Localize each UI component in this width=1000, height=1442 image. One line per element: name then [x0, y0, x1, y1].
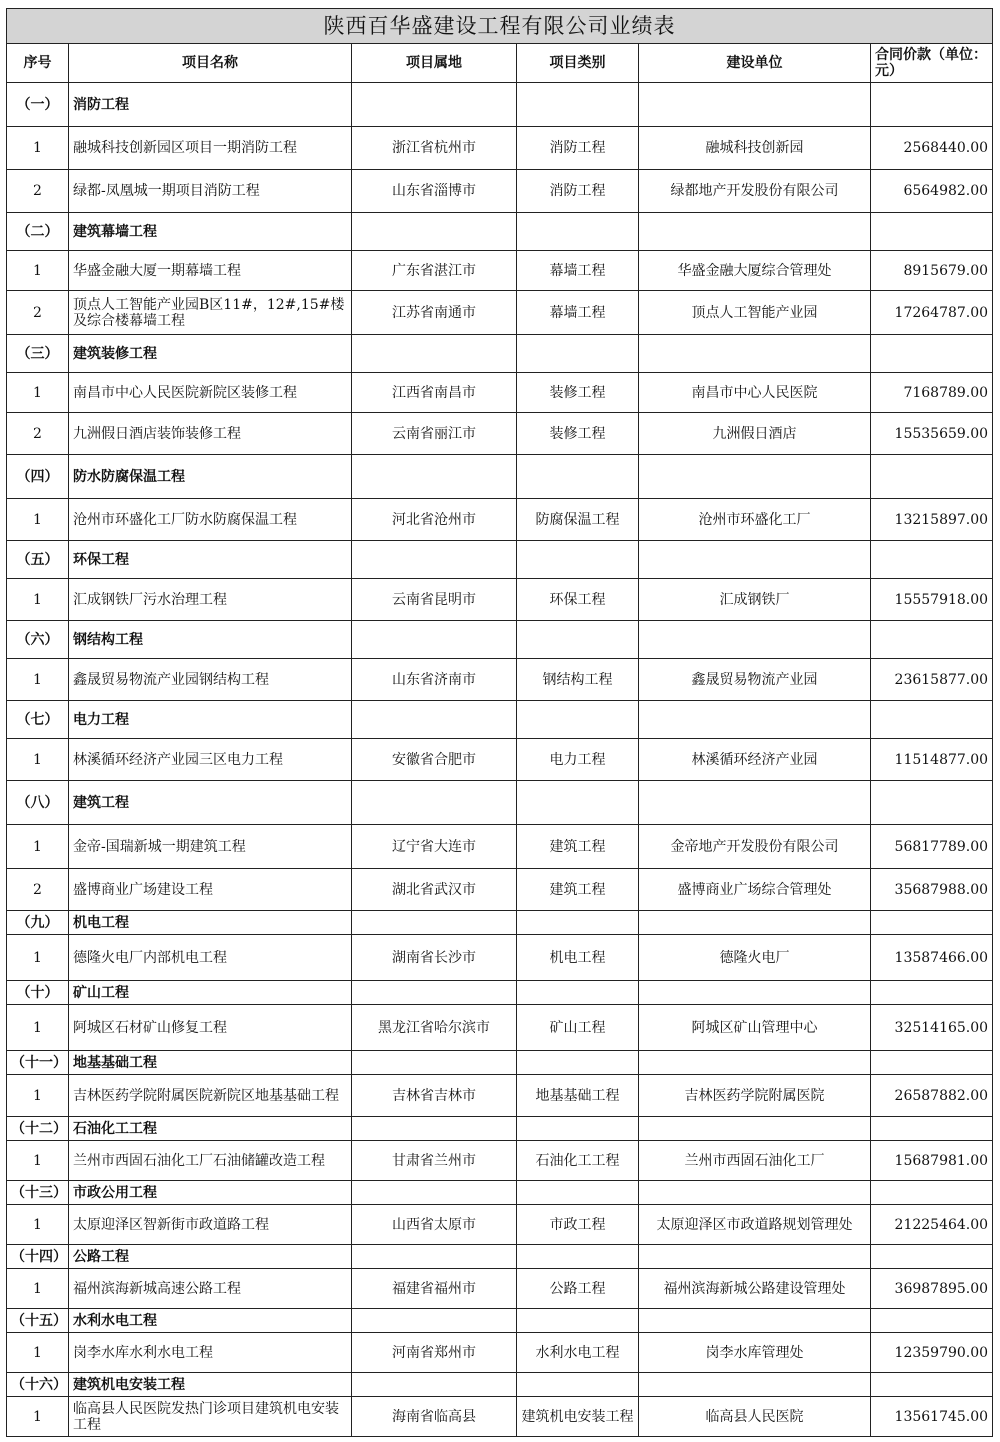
cell-project: 太原迎泽区智新街市政道路工程: [69, 1205, 352, 1245]
cell-no: 2: [7, 869, 69, 911]
cell-owner: 岗李水库管理处: [639, 1333, 871, 1373]
empty-cell: [517, 1051, 639, 1075]
cell-category: 装修工程: [517, 413, 639, 455]
empty-cell: [639, 213, 871, 251]
cell-project: 九洲假日酒店装饰装修工程: [69, 413, 352, 455]
cell-amount: 36987895.00: [871, 1269, 993, 1309]
cell-location: 吉林省吉林市: [352, 1075, 517, 1117]
cell-owner: 鑫晟贸易物流产业园: [639, 659, 871, 701]
empty-cell: [517, 1245, 639, 1269]
cell-owner: 金帝地产开发股份有限公司: [639, 825, 871, 869]
cell-amount: 26587882.00: [871, 1075, 993, 1117]
cell-category: 机电工程: [517, 935, 639, 981]
empty-cell: [871, 781, 993, 825]
cell-owner: 九洲假日酒店: [639, 413, 871, 455]
table-row: [7, 413, 993, 455]
cell-owner: 兰州市西固石油化工厂: [639, 1141, 871, 1181]
cell-project: 金帝-国瑞新城一期建筑工程: [69, 825, 352, 869]
empty-cell: [517, 701, 639, 739]
cell-no: 1: [7, 1075, 69, 1117]
section-label: （十二）: [7, 1117, 69, 1141]
cell-location: 辽宁省大连市: [352, 825, 517, 869]
table-row: [7, 170, 993, 213]
table-body: [7, 83, 993, 1437]
cell-no: 1: [7, 1141, 69, 1181]
section-row: [7, 1117, 993, 1141]
section-row: [7, 1245, 993, 1269]
empty-cell: [352, 781, 517, 825]
cell-no: 1: [7, 1333, 69, 1373]
empty-cell: [517, 1117, 639, 1141]
empty-cell: [352, 1309, 517, 1333]
cell-project: 岗李水库水利水电工程: [69, 1333, 352, 1373]
cell-category: 钢结构工程: [517, 659, 639, 701]
table-row: [7, 127, 993, 170]
section-name: 消防工程: [69, 83, 352, 127]
section-name: 矿山工程: [69, 981, 352, 1005]
empty-cell: [517, 541, 639, 579]
empty-cell: [517, 83, 639, 127]
section-name: 水利水电工程: [69, 1309, 352, 1333]
empty-cell: [352, 541, 517, 579]
empty-cell: [639, 781, 871, 825]
section-label: （十）: [7, 981, 69, 1005]
column-header-amount: 合同价款（单位：元）: [871, 44, 993, 83]
empty-cell: [517, 455, 639, 499]
section-name: 防水防腐保温工程: [69, 455, 352, 499]
cell-no: 1: [7, 1205, 69, 1245]
column-header-category: 项目类别: [517, 44, 639, 83]
cell-owner: 阿城区矿山管理中心: [639, 1005, 871, 1051]
empty-cell: [639, 911, 871, 935]
section-row: [7, 541, 993, 579]
cell-amount: 8915679.00: [871, 251, 993, 291]
cell-location: 安徽省合肥市: [352, 739, 517, 781]
empty-cell: [352, 981, 517, 1005]
section-row: [7, 1373, 993, 1397]
empty-cell: [639, 335, 871, 373]
cell-location: 福建省福州市: [352, 1269, 517, 1309]
table-row: [7, 935, 993, 981]
cell-owner: 福州滨海新城公路建设管理处: [639, 1269, 871, 1309]
section-label: （一）: [7, 83, 69, 127]
cell-project: 临高县人民医院发热门诊项目建筑机电安装工程: [69, 1397, 352, 1437]
section-name: 地基基础工程: [69, 1051, 352, 1075]
empty-cell: [639, 1051, 871, 1075]
empty-cell: [517, 981, 639, 1005]
section-row: [7, 701, 993, 739]
empty-cell: [871, 335, 993, 373]
table-row: [7, 1397, 993, 1437]
cell-owner: 沧州市环盛化工厂: [639, 499, 871, 541]
cell-location: 山东省济南市: [352, 659, 517, 701]
table-row: [7, 825, 993, 869]
table-row: [7, 659, 993, 701]
empty-cell: [517, 213, 639, 251]
cell-location: 湖南省长沙市: [352, 935, 517, 981]
section-label: （二）: [7, 213, 69, 251]
cell-owner: 绿都地产开发股份有限公司: [639, 170, 871, 213]
section-name: 电力工程: [69, 701, 352, 739]
empty-cell: [639, 455, 871, 499]
cell-project: 华盛金融大厦一期幕墙工程: [69, 251, 352, 291]
empty-cell: [639, 1309, 871, 1333]
section-label: （十五）: [7, 1309, 69, 1333]
cell-no: 1: [7, 825, 69, 869]
cell-project: 汇成钢铁厂污水治理工程: [69, 579, 352, 621]
cell-amount: 15557918.00: [871, 579, 993, 621]
cell-location: 海南省临高县: [352, 1397, 517, 1437]
cell-location: 河北省沧州市: [352, 499, 517, 541]
cell-project: 顶点人工智能产业园B区11#，12#,15#楼及综合楼幕墙工程: [69, 291, 352, 335]
section-label: （八）: [7, 781, 69, 825]
cell-category: 建筑工程: [517, 869, 639, 911]
empty-cell: [517, 1309, 639, 1333]
section-label: （四）: [7, 455, 69, 499]
section-row: [7, 83, 993, 127]
empty-cell: [352, 1373, 517, 1397]
cell-amount: 21225464.00: [871, 1205, 993, 1245]
cell-project: 南昌市中心人民医院新院区装修工程: [69, 373, 352, 413]
section-row: [7, 781, 993, 825]
cell-amount: 15535659.00: [871, 413, 993, 455]
cell-owner: 太原迎泽区市政道路规划管理处: [639, 1205, 871, 1245]
section-label: （九）: [7, 911, 69, 935]
section-row: [7, 213, 993, 251]
cell-location: 云南省昆明市: [352, 579, 517, 621]
cell-category: 消防工程: [517, 127, 639, 170]
cell-project: 德隆火电厂内部机电工程: [69, 935, 352, 981]
empty-cell: [352, 1051, 517, 1075]
section-row: [7, 911, 993, 935]
empty-cell: [871, 1245, 993, 1269]
cell-location: 甘肃省兰州市: [352, 1141, 517, 1181]
cell-project: 沧州市环盛化工厂防水防腐保温工程: [69, 499, 352, 541]
column-header-no: 序号: [7, 44, 69, 83]
cell-category: 防腐保温工程: [517, 499, 639, 541]
column-header-owner: 建设单位: [639, 44, 871, 83]
cell-no: 1: [7, 1269, 69, 1309]
section-name: 公路工程: [69, 1245, 352, 1269]
header-row: [7, 44, 993, 83]
empty-cell: [871, 213, 993, 251]
cell-no: 1: [7, 739, 69, 781]
cell-project: 鑫晟贸易物流产业园钢结构工程: [69, 659, 352, 701]
empty-cell: [871, 621, 993, 659]
empty-cell: [352, 213, 517, 251]
cell-no: 1: [7, 499, 69, 541]
cell-location: 湖北省武汉市: [352, 869, 517, 911]
cell-owner: 华盛金融大厦综合管理处: [639, 251, 871, 291]
cell-owner: 吉林医药学院附属医院: [639, 1075, 871, 1117]
title-row: [7, 9, 993, 44]
section-name: 建筑机电安装工程: [69, 1373, 352, 1397]
section-row: [7, 621, 993, 659]
cell-amount: 12359790.00: [871, 1333, 993, 1373]
empty-cell: [639, 541, 871, 579]
cell-project: 兰州市西固石油化工厂石油储罐改造工程: [69, 1141, 352, 1181]
section-name: 建筑工程: [69, 781, 352, 825]
section-name: 建筑装修工程: [69, 335, 352, 373]
cell-owner: 融城科技创新园: [639, 127, 871, 170]
cell-project: 阿城区石材矿山修复工程: [69, 1005, 352, 1051]
cell-location: 山西省太原市: [352, 1205, 517, 1245]
empty-cell: [639, 1245, 871, 1269]
empty-cell: [871, 1373, 993, 1397]
cell-amount: 13215897.00: [871, 499, 993, 541]
empty-cell: [517, 621, 639, 659]
cell-amount: 56817789.00: [871, 825, 993, 869]
section-row: [7, 981, 993, 1005]
table-row: [7, 499, 993, 541]
cell-amount: 13561745.00: [871, 1397, 993, 1437]
cell-amount: 7168789.00: [871, 373, 993, 413]
cell-category: 矿山工程: [517, 1005, 639, 1051]
empty-cell: [871, 83, 993, 127]
empty-cell: [871, 541, 993, 579]
cell-no: 1: [7, 373, 69, 413]
cell-location: 江苏省南通市: [352, 291, 517, 335]
cell-category: 建筑工程: [517, 825, 639, 869]
cell-amount: 23615877.00: [871, 659, 993, 701]
cell-amount: 13587466.00: [871, 935, 993, 981]
cell-location: 河南省郑州市: [352, 1333, 517, 1373]
cell-location: 黑龙江省哈尔滨市: [352, 1005, 517, 1051]
cell-no: 1: [7, 127, 69, 170]
cell-owner: 顶点人工智能产业园: [639, 291, 871, 335]
empty-cell: [871, 701, 993, 739]
section-row: [7, 1309, 993, 1333]
empty-cell: [517, 1181, 639, 1205]
cell-location: 浙江省杭州市: [352, 127, 517, 170]
empty-cell: [639, 1373, 871, 1397]
page-title: 陕西百华盛建设工程有限公司业绩表: [7, 9, 993, 44]
empty-cell: [352, 1117, 517, 1141]
cell-project: 盛博商业广场建设工程: [69, 869, 352, 911]
empty-cell: [871, 1181, 993, 1205]
column-header-project: 项目名称: [69, 44, 352, 83]
cell-location: 江西省南昌市: [352, 373, 517, 413]
cell-no: 1: [7, 935, 69, 981]
cell-location: 广东省湛江市: [352, 251, 517, 291]
empty-cell: [352, 83, 517, 127]
empty-cell: [352, 621, 517, 659]
table-row: [7, 291, 993, 335]
cell-no: 2: [7, 291, 69, 335]
table-row: [7, 1141, 993, 1181]
section-name: 建筑幕墙工程: [69, 213, 352, 251]
empty-cell: [639, 1117, 871, 1141]
cell-category: 市政工程: [517, 1205, 639, 1245]
cell-owner: 汇成钢铁厂: [639, 579, 871, 621]
cell-amount: 15687981.00: [871, 1141, 993, 1181]
table-row: [7, 1005, 993, 1051]
empty-cell: [871, 1309, 993, 1333]
empty-cell: [352, 911, 517, 935]
cell-category: 水利水电工程: [517, 1333, 639, 1373]
empty-cell: [871, 911, 993, 935]
cell-project: 福州滨海新城高速公路工程: [69, 1269, 352, 1309]
table-row: [7, 869, 993, 911]
empty-cell: [517, 1373, 639, 1397]
table-row: [7, 579, 993, 621]
cell-project: 吉林医药学院附属医院新院区地基基础工程: [69, 1075, 352, 1117]
empty-cell: [871, 455, 993, 499]
cell-no: 1: [7, 1397, 69, 1437]
performance-table: [6, 8, 993, 1437]
empty-cell: [639, 981, 871, 1005]
cell-amount: 35687988.00: [871, 869, 993, 911]
section-name: 机电工程: [69, 911, 352, 935]
section-row: [7, 1181, 993, 1205]
table-row: [7, 1269, 993, 1309]
empty-cell: [352, 1181, 517, 1205]
empty-cell: [352, 335, 517, 373]
table-row: [7, 1205, 993, 1245]
cell-category: 建筑机电安装工程: [517, 1397, 639, 1437]
cell-project: 林溪循环经济产业园三区电力工程: [69, 739, 352, 781]
table-row: [7, 373, 993, 413]
cell-category: 幕墙工程: [517, 251, 639, 291]
cell-category: 消防工程: [517, 170, 639, 213]
cell-category: 地基基础工程: [517, 1075, 639, 1117]
section-name: 石油化工工程: [69, 1117, 352, 1141]
section-label: （十四）: [7, 1245, 69, 1269]
cell-owner: 盛博商业广场综合管理处: [639, 869, 871, 911]
section-label: （七）: [7, 701, 69, 739]
section-row: [7, 335, 993, 373]
table-row: [7, 739, 993, 781]
empty-cell: [352, 455, 517, 499]
section-label: （十一）: [7, 1051, 69, 1075]
cell-no: 2: [7, 413, 69, 455]
empty-cell: [639, 621, 871, 659]
empty-cell: [352, 701, 517, 739]
cell-owner: 南昌市中心人民医院: [639, 373, 871, 413]
cell-owner: 林溪循环经济产业园: [639, 739, 871, 781]
cell-location: 云南省丽江市: [352, 413, 517, 455]
cell-amount: 11514877.00: [871, 739, 993, 781]
empty-cell: [639, 701, 871, 739]
section-label: （三）: [7, 335, 69, 373]
section-label: （十三）: [7, 1181, 69, 1205]
section-name: 环保工程: [69, 541, 352, 579]
cell-no: 1: [7, 579, 69, 621]
table-row: [7, 1075, 993, 1117]
cell-no: 1: [7, 1005, 69, 1051]
cell-amount: 2568440.00: [871, 127, 993, 170]
cell-no: 2: [7, 170, 69, 213]
cell-no: 1: [7, 251, 69, 291]
empty-cell: [517, 911, 639, 935]
section-name: 市政公用工程: [69, 1181, 352, 1205]
cell-category: 公路工程: [517, 1269, 639, 1309]
empty-cell: [871, 981, 993, 1005]
section-row: [7, 455, 993, 499]
cell-amount: 17264787.00: [871, 291, 993, 335]
cell-category: 装修工程: [517, 373, 639, 413]
column-header-location: 项目属地: [352, 44, 517, 83]
empty-cell: [871, 1051, 993, 1075]
table-row: [7, 251, 993, 291]
cell-category: 环保工程: [517, 579, 639, 621]
section-row: [7, 1051, 993, 1075]
cell-category: 幕墙工程: [517, 291, 639, 335]
empty-cell: [352, 1245, 517, 1269]
table-row: [7, 1333, 993, 1373]
cell-category: 石油化工工程: [517, 1141, 639, 1181]
cell-project: 绿都-凤凰城一期项目消防工程: [69, 170, 352, 213]
section-label: （六）: [7, 621, 69, 659]
cell-project: 融城科技创新园区项目一期消防工程: [69, 127, 352, 170]
empty-cell: [871, 1117, 993, 1141]
empty-cell: [639, 83, 871, 127]
empty-cell: [639, 1181, 871, 1205]
cell-amount: 6564982.00: [871, 170, 993, 213]
cell-location: 山东省淄博市: [352, 170, 517, 213]
empty-cell: [517, 335, 639, 373]
cell-owner: 德隆火电厂: [639, 935, 871, 981]
section-label: （十六）: [7, 1373, 69, 1397]
empty-cell: [517, 781, 639, 825]
cell-no: 1: [7, 659, 69, 701]
cell-amount: 32514165.00: [871, 1005, 993, 1051]
cell-category: 电力工程: [517, 739, 639, 781]
section-label: （五）: [7, 541, 69, 579]
cell-owner: 临高县人民医院: [639, 1397, 871, 1437]
section-name: 钢结构工程: [69, 621, 352, 659]
